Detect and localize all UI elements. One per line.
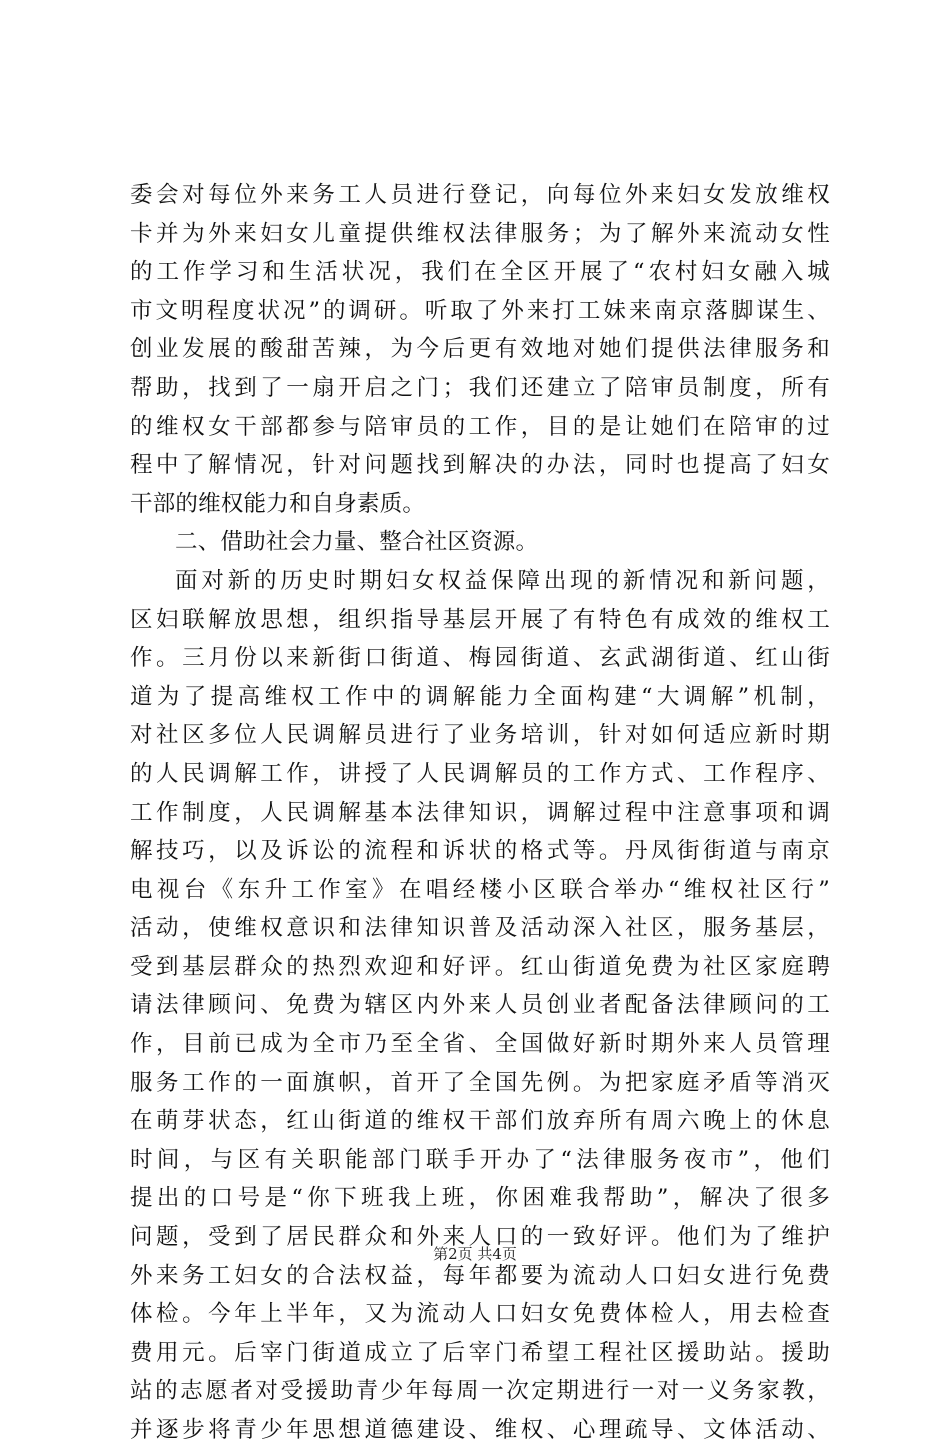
text-line: 帮助，找到了一扇开启之门；我们还建立了陪审员制度，所有 (130, 374, 830, 401)
text-line: 请法律顾问、免费为辖区内外来人员创业者配备法律顾问的工 (130, 992, 830, 1019)
text-line: 时间，与区有关职能部门联手开办了“法律服务夜市”，他们 (130, 1146, 830, 1173)
text-line: 对社区多位人民调解员进行了业务培训，针对如何适应新时期 (130, 722, 830, 749)
text-line: 电视台《东升工作室》在唱经楼小区联合举办“维权社区行” (130, 876, 830, 903)
text-line: 并逐步将青少年思想道德建设、维权、心理疏导、文体活动、 (130, 1417, 830, 1443)
text-line: 解技巧，以及诉讼的流程和诉状的格式等。丹凤街街道与南京 (130, 838, 830, 865)
text-line: 活动，使维权意识和法律知识普及活动深入社区，服务基层， (130, 915, 830, 942)
text-line: 费用元。后宰门街道成立了后宰门希望工程社区援助站。援助 (130, 1339, 830, 1366)
text-line: 工作制度，人民调解基本法律知识，调解过程中注意事项和调 (130, 799, 830, 826)
text-line: 问题，受到了居民群众和外来人口的一致好评。他们为了维护 (130, 1224, 830, 1251)
text-line: 道为了提高维权工作中的调解能力全面构建“大调解”机制， (130, 683, 830, 710)
text-line: 程中了解情况，针对问题找到解决的办法，同时也提高了妇女 (130, 452, 830, 479)
text-line: 干部的维权能力和自身素质。 (130, 490, 426, 517)
section-heading: 二、借助社会力量、整合社区资源。 (175, 529, 539, 556)
text-line: 作。三月份以来新街口街道、梅园街道、玄武湖街道、红山街 (130, 645, 830, 672)
text-line: 的工作学习和生活状况，我们在全区开展了“农村妇女融入城 (130, 259, 830, 286)
text-line: 站的志愿者对受援助青少年每周一次定期进行一对一义务家教， (130, 1378, 830, 1405)
text-line: 委会对每位外来务工人员进行登记，向每位外来妇女发放维权 (130, 182, 830, 208)
text-line: 市文明程度状况”的调研。听取了外来打工妹来南京落脚谋生、 (130, 297, 830, 324)
text-line: 服务工作的一面旗帜，首开了全国先例。为把家庭矛盾等消灭 (130, 1069, 830, 1096)
text-line: 受到基层群众的热烈欢迎和好评。红山街道免费为社区家庭聘 (130, 953, 830, 980)
text-line: 区妇联解放思想，组织指导基层开展了有特色有成效的维权工 (130, 606, 830, 633)
text-line: 外来务工妇女的合法权益，每年都要为流动人口妇女进行免费 (130, 1262, 830, 1289)
text-line: 体检。今年上半年，又为流动人口妇女免费体检人，用去检查 (130, 1301, 830, 1328)
text-line: 作，目前已成为全市乃至全省、全国做好新时期外来人员管理 (130, 1031, 830, 1058)
text-line: 提出的口号是“你下班我上班，你困难我帮助”，解决了很多 (130, 1185, 830, 1212)
page-footer: 第2页 共4页 (433, 1245, 517, 1263)
text-line: 卡并为外来妇女儿童提供维权法律服务；为了解外来流动女性 (130, 220, 830, 247)
text-line: 的人民调解工作，讲授了人民调解员的工作方式、工作程序、 (130, 760, 830, 787)
text-line: 面对新的历史时期妇女权益保障出现的新情况和新问题， (175, 567, 830, 594)
text-line: 的维权女干部都参与陪审员的工作，目的是让她们在陪审的过 (130, 413, 830, 440)
text-line: 创业发展的酸甜苦辣，为今后更有效地对她们提供法律服务和 (130, 336, 830, 363)
text-line: 在萌芽状态，红山街道的维权干部们放弃所有周六晚上的休息 (130, 1108, 830, 1135)
